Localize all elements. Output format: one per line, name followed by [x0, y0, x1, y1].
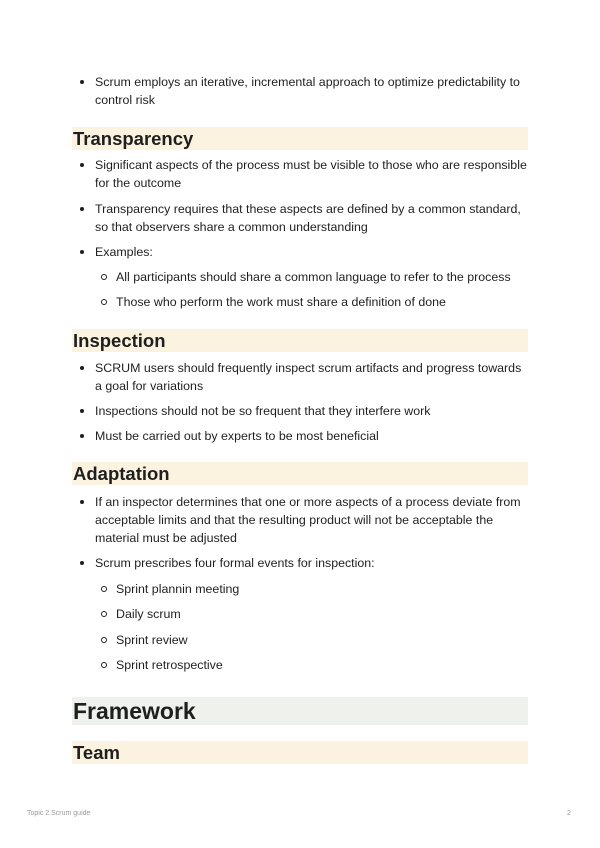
list-item: Transparency requires that these aspects are defined by a common standard, so that observers share a common understanding: [72, 200, 528, 236]
intro-list: [72, 73, 528, 109]
footer-page-number: 2: [567, 810, 571, 817]
examples-list: [72, 268, 528, 286]
heading-team: Team: [72, 741, 528, 764]
events-list: [72, 656, 528, 674]
heading-inspection: Inspection: [72, 329, 528, 352]
list-item: SCRUM users should frequently inspect scrum artifacts and progress towards a goal for variations: [72, 359, 528, 395]
heading-transparency: Transparency: [72, 127, 528, 150]
events-list: [72, 631, 528, 649]
sub-list-item: Those who perform the work must share a definition of done: [72, 293, 528, 311]
sub-list-item: Sprint review: [72, 631, 528, 649]
events-list: [72, 580, 528, 598]
list-item: Examples:: [72, 243, 528, 261]
transparency-list: [72, 200, 528, 236]
list-item: Inspections should not be so frequent that they interfere work: [72, 402, 528, 420]
events-list: [72, 605, 528, 623]
list-item: Scrum employs an iterative, incremental approach to optimize predictability to control risk: [72, 73, 528, 109]
transparency-list: [72, 243, 528, 261]
heading-framework: Framework: [72, 697, 528, 725]
heading-adaptation: Adaptation: [72, 462, 528, 485]
list-item: Significant aspects of the process must be visible to those who are responsible for the outcome: [72, 156, 528, 192]
sub-list-item: All participants should share a common language to refer to the process: [72, 268, 528, 286]
transparency-list: [72, 156, 528, 192]
examples-list: [72, 293, 528, 311]
sub-list-item: Sprint plannin meeting: [72, 580, 528, 598]
footer-doc-title: Topic 2.Scrum guide: [27, 810, 91, 817]
inspection-list: [72, 427, 528, 445]
list-item: Scrum prescribes four formal events for inspection:: [72, 554, 528, 572]
list-item: Must be carried out by experts to be most beneficial: [72, 427, 528, 445]
adaptation-list: [72, 493, 528, 547]
sub-list-item: Daily scrum: [72, 605, 528, 623]
adaptation-list: [72, 554, 528, 572]
list-item: If an inspector determines that one or more aspects of a process deviate from acceptable limits and that the resulting product will not be acceptable the material must be adjusted: [72, 493, 528, 547]
inspection-list: [72, 402, 528, 420]
inspection-list: [72, 359, 528, 395]
sub-list-item: Sprint retrospective: [72, 656, 528, 674]
